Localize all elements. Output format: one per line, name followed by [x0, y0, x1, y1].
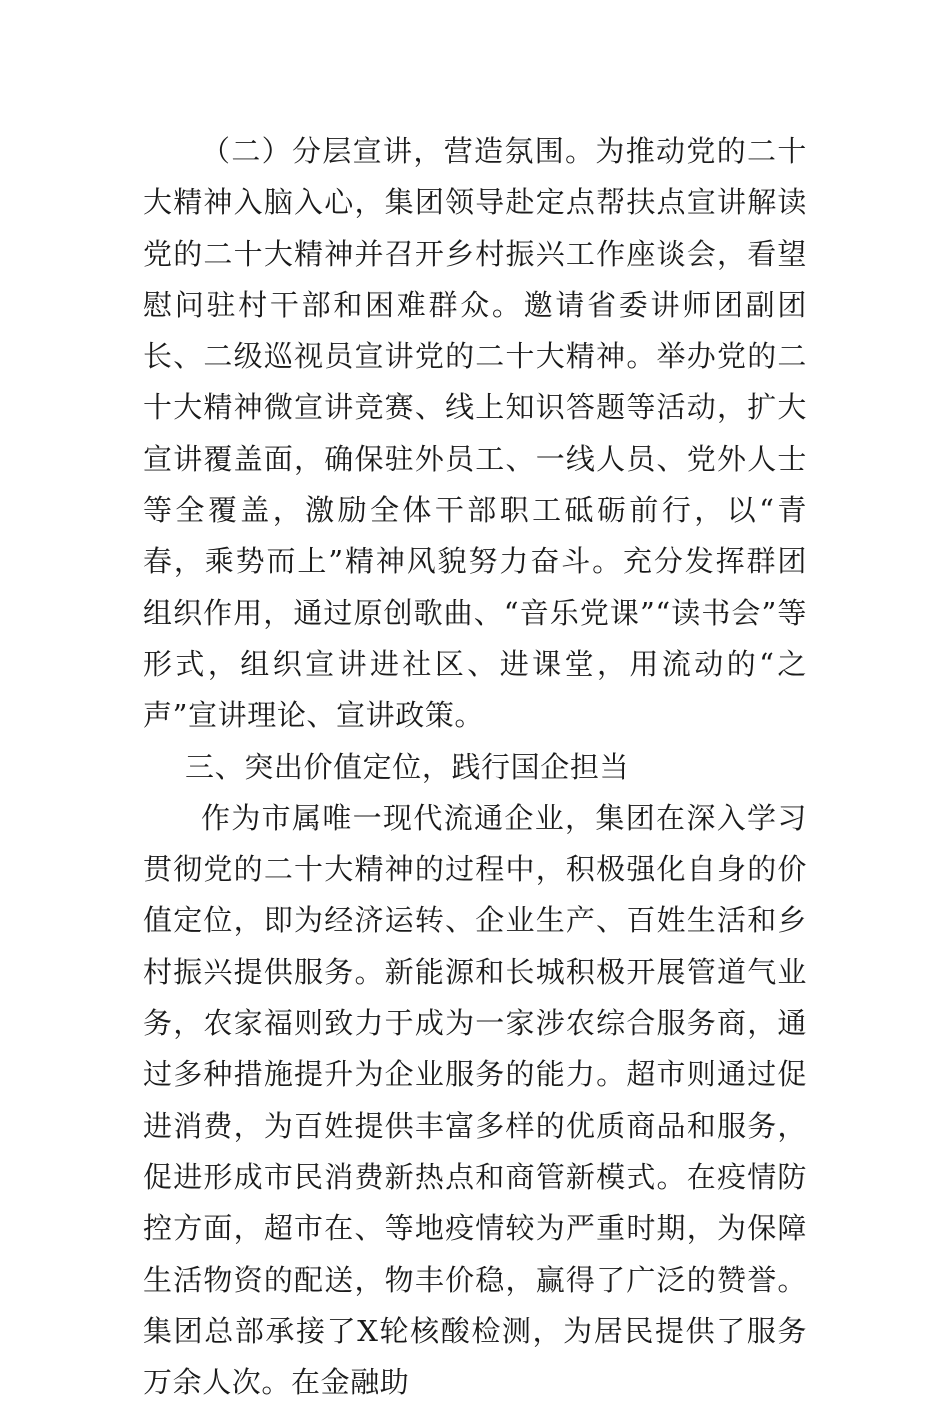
paragraph-layered-propaganda: （二）分层宣讲，营造氛围。为推动党的二十大精神入脑入心，集团领导赴定点帮扶点宣讲解读党的二十大精神并召开乡村振兴工作座谈会，看望慰问驻村干部和困难群众。邀请省委讲师团副团长、二级巡视员宣讲党的二十大精神。举办党的二十大精神微宣讲竞赛、线上知识答题等活动，扩大宣讲覆盖面，确保驻外员工、一线人员、党外人士等全覆盖，激励全体干部职工砥砺前行，以“青春，乘势而上”精神风貌努力奋斗。充分发挥群团组织作用，通过原创歌曲、“音乐党课”“读书会”等形式，组织宣讲进社区、进课堂，用流动的“之声”宣讲理论、宣讲政策。 — [143, 134, 807, 733]
paragraph-value-positioning: 作为市属唯一现代流通企业，集团在深入学习贯彻党的二十大精神的过程中，积极强化自身的价值定位，即为经济运转、企业生产、百姓生活和乡村振兴提供服务。新能源和长城积极开展管道气业务，农家福则致力于成为一家涉农综合服务商，通过多种措施提升为企业服务的能力。超市则通过促进消费，为百姓提供丰富多样的优质商品和服务，促进形成市民消费新热点和商管新模式。在疫情防控方面，超市在、等地疫情较为严重时期，为保障生活物资的配送，物丰价稳，赢得了广泛的赞誉。集团总部承接了X轮核酸检测，为居民提供了服务万余人次。在金融助 — [143, 800, 807, 1400]
document-body — [143, 126, 807, 1408]
section-heading-three: 三、突出价值定位，践行国企担当 — [185, 749, 630, 784]
